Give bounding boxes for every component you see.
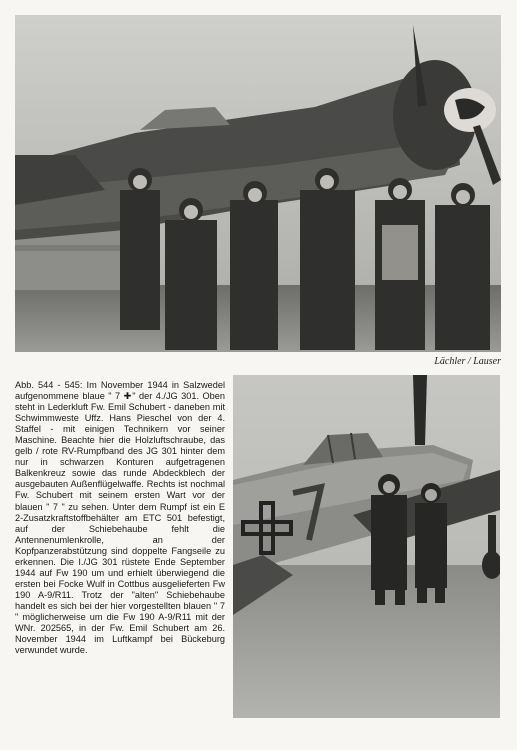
photo-aircraft-two-men (233, 375, 500, 718)
photo-credit: Lächler / Lauser (434, 356, 501, 367)
photo-aircraft-crew-group (15, 15, 501, 352)
photo-top-image (15, 15, 501, 352)
figure-caption (15, 380, 225, 656)
caption-text: Abb. 544 - 545: Im November 1944 in Salzwedel aufgenommene blaue " 7 ✚" der 4./JG 301. Oben steht in Lederkluft Fw. Emil Schubert - daneben mit Schwimmweste Uffz. Hans Pieschel von der 4. Staffel - mit einigen Technikern vor seiner Maschine. Beachte hier die Holzluftschraube, das gelb / rote RV-Rumpfband des JG 301 hinter dem nur in schwarzen Konturen aufgetragenen Balkenkreuz sowie das runde Abdeckblech der ausgebauten Außenflügelwaffe. Rechts ist nochmal Fw. Schubert mit seinem ersten Wart vor der blauen " 7 " zu sehen. Unter dem Rumpf ist ein E 2-Zusatzkraftstoffbehälter am ETC 501 befestigt, auf der Schiebehaube fehlt die Antennenumlenkrolle, an der Kopfpanzerabstützung sind doppelte Fangseile zu erkennen. Die I./JG 301 rüstete Ende September 1944 auf Fw 190 um und erhielt überwiegend die ersten bei Focke Wulf in Cottbus ausgelieferten Fw 190 A-9/R11. Trotz der "alten" Schiebehaube handelt es sich bei der hier vorgestellten blauen " 7 " möglicherweise um die Fw 190 A-9/R11 mit der WNr. 202565, in der Fw. Emil Schubert am 26. November 1944 im Luftkampf bei Bückeburg verwundet wurde. (15, 380, 225, 656)
photo-bottom-image (233, 375, 500, 718)
